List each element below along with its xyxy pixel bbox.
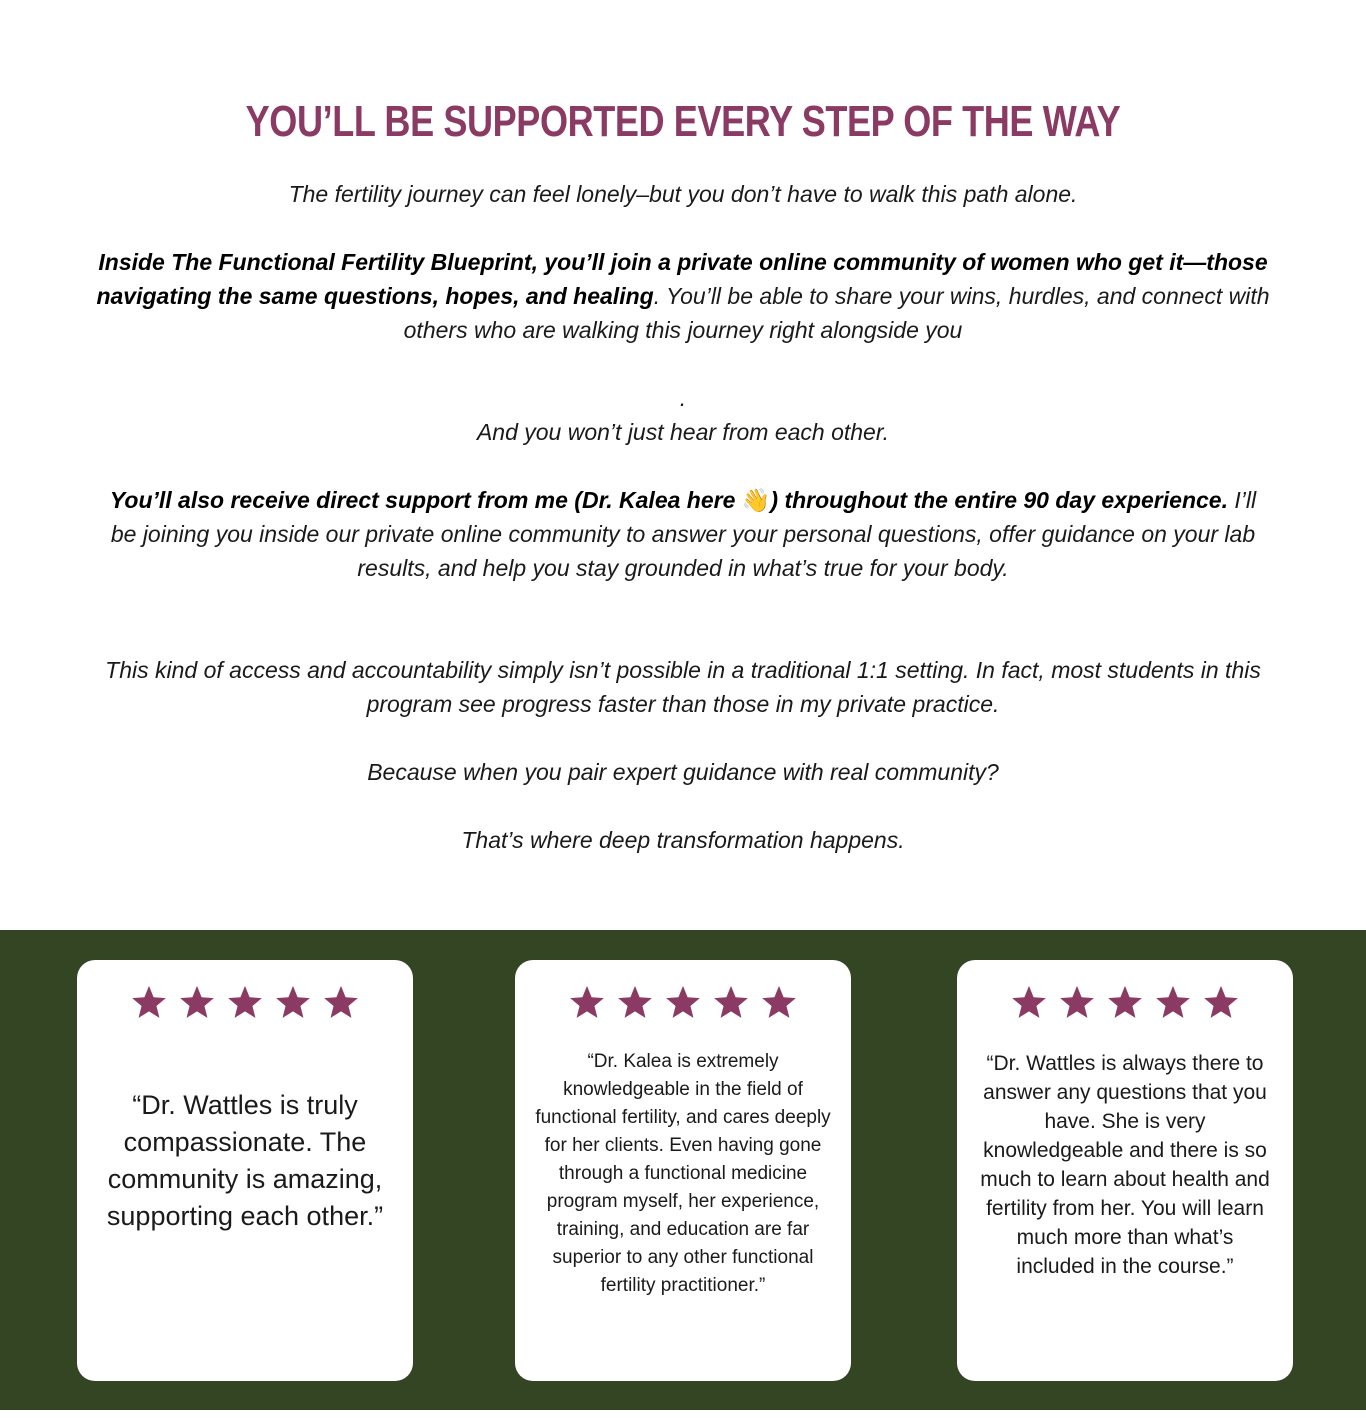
- star-icon: [1058, 984, 1096, 1022]
- section-title: YOU’LL BE SUPPORTED EVERY STEP OF THE WAY: [245, 97, 1121, 146]
- star-icon: [568, 984, 606, 1022]
- star-icon: [1010, 984, 1048, 1022]
- star-icon: [712, 984, 750, 1022]
- intro-paragraph-5-bold-b: ) throughout the entire 90 day experience.: [770, 487, 1228, 513]
- testimonial-card: [957, 960, 1293, 1381]
- star-icon: [1106, 984, 1144, 1022]
- testimonial-quote: “Dr. Kalea is extremely knowledgeable in the field of functional fertility, and cares deeply for her clients. Even having gone through a functional medicine program myself, her experience, training, and education are far superior to any other functional fertility practitioner.”: [535, 1051, 831, 1296]
- waving-hand-icon: 👋: [741, 487, 771, 513]
- star-icon: [178, 984, 216, 1022]
- intro-paragraph-2-bold: Inside The Functional Fertility Blueprint, you’ll join a private online community of women who get it—those navigating the same questions, hopes, and healing: [96, 249, 1268, 309]
- star-icon: [226, 984, 264, 1022]
- star-icon: [274, 984, 312, 1022]
- star-icon: [322, 984, 360, 1022]
- intro-paragraph-2: [96, 245, 1270, 347]
- intro-paragraph-6: This kind of access and accountability simply isn’t possible in a traditional 1:1 setting. In fact, most students in this program see progress faster than those in my private practice.: [105, 657, 1261, 717]
- intro-paragraph-5-rest: I’ll be joining you inside our private online community to answer your personal questions, offer guidance on your lab results, and help you stay grounded in what’s true for your body.: [110, 487, 1257, 581]
- intro-paragraph-3: .: [679, 385, 687, 411]
- star-icon: [616, 984, 654, 1022]
- intro-paragraph-2-rest: . You’ll be able to share your wins, hurdles, and connect with others who are walking this journey right alongside you: [403, 283, 1270, 343]
- intro-paragraph-5: [96, 483, 1270, 585]
- star-rating: [957, 984, 1293, 1022]
- intro-paragraph-1: The fertility journey can feel lonely–but you don’t have to walk this path alone.: [288, 181, 1078, 207]
- testimonials-section: [0, 930, 1366, 1410]
- intro-paragraph-8: That’s where deep transformation happens.: [461, 827, 905, 853]
- star-icon: [1154, 984, 1192, 1022]
- intro-paragraph-5-bold-a: You’ll also receive direct support from me (Dr. Kalea here: [109, 487, 742, 513]
- star-icon: [760, 984, 798, 1022]
- intro-paragraph-7: Because when you pair expert guidance with real community?: [367, 759, 999, 785]
- testimonial-card: [515, 960, 851, 1381]
- star-icon: [1202, 984, 1240, 1022]
- testimonial-quote: “Dr. Wattles is always there to answer any questions that you have. She is very knowledgeable and there is so much to learn about health and fertility from her. You will learn much more than what’s included in the course.”: [980, 1052, 1270, 1278]
- testimonial-quote: “Dr. Wattles is truly compassionate. The community is amazing, supporting each other.”: [106, 1090, 384, 1231]
- star-rating: [515, 984, 851, 1022]
- testimonial-card: [77, 960, 413, 1381]
- star-icon: [130, 984, 168, 1022]
- star-icon: [664, 984, 702, 1022]
- intro-paragraph-4: And you won’t just hear from each other.: [476, 419, 890, 445]
- star-rating: [77, 984, 413, 1022]
